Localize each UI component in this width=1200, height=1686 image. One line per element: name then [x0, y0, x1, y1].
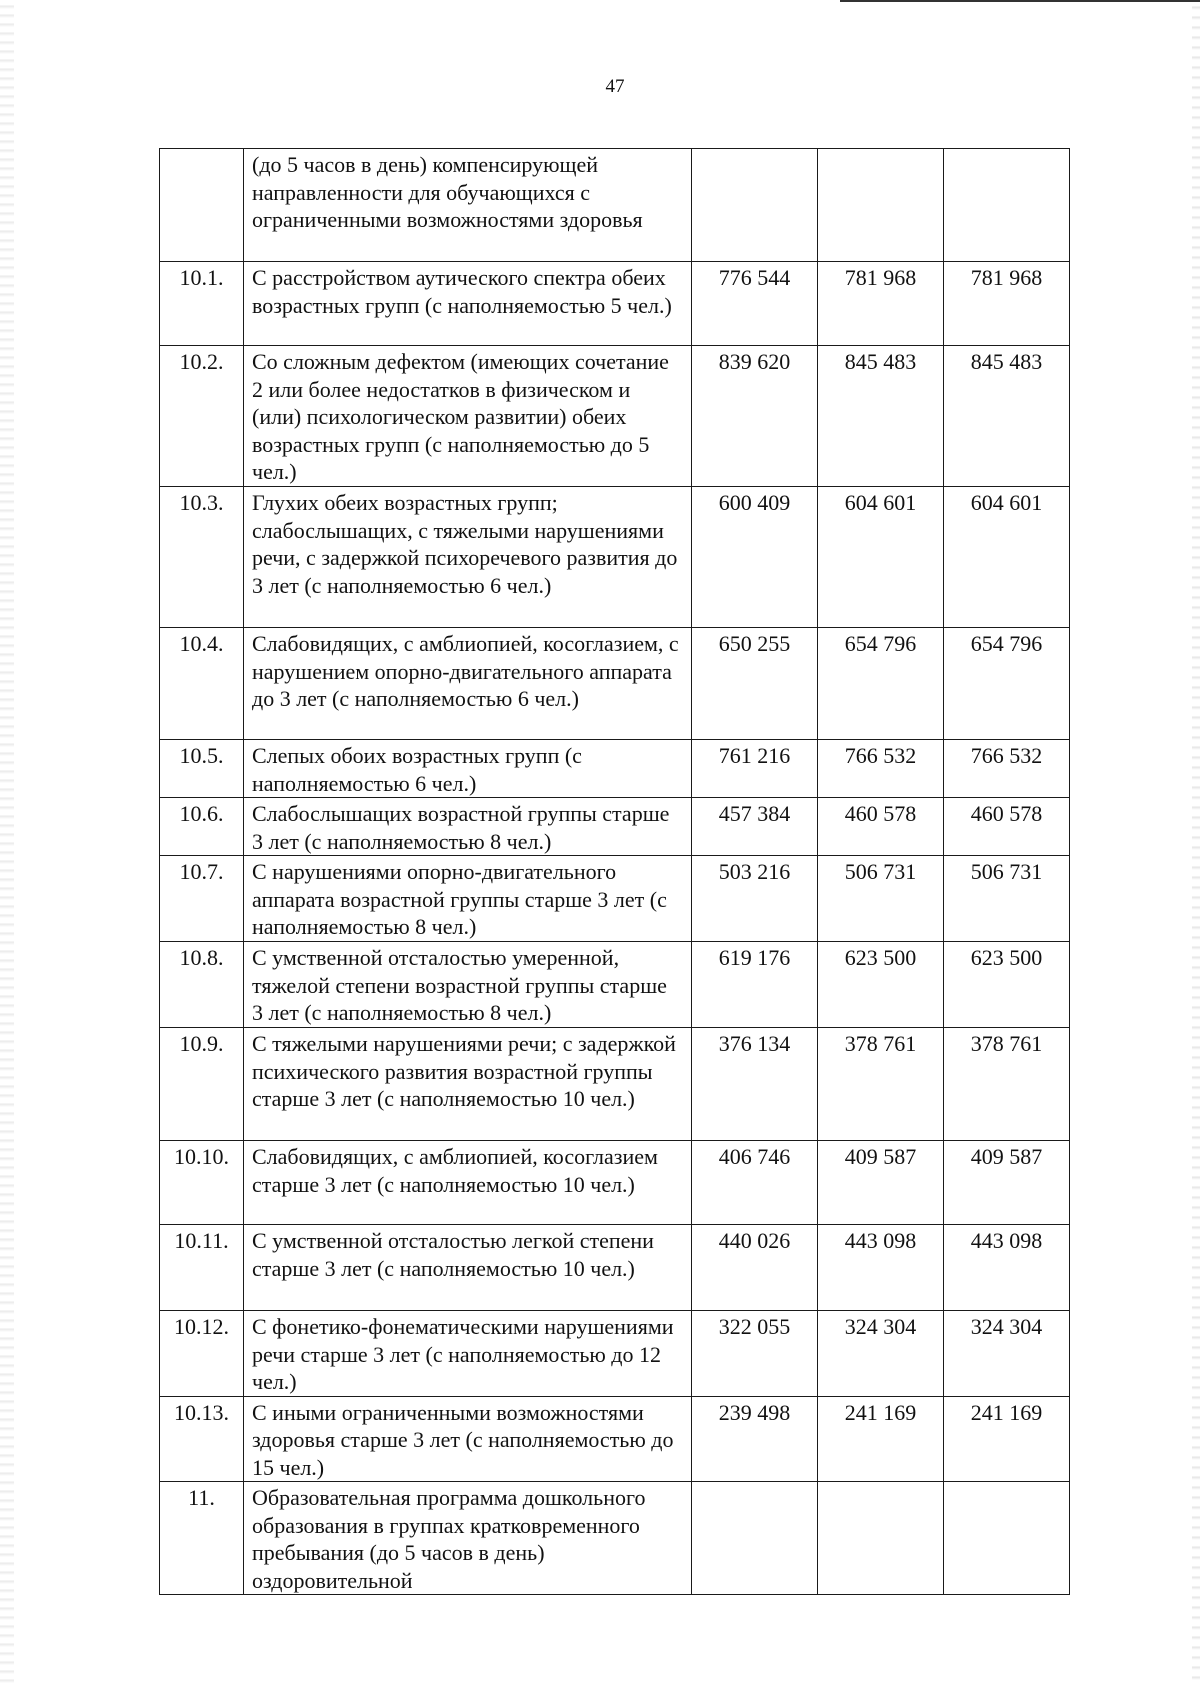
- row-value-1: 600 409: [692, 487, 818, 628]
- row-value-2: [818, 149, 944, 262]
- row-value-3: 766 532: [944, 740, 1070, 798]
- row-description: Со сложным дефектом (имеющих сочетание 2 или более недостатков в физическом и (или) психологическом развитии) обеих возрастных групп (с наполняемостью до 5 чел.): [244, 346, 692, 487]
- row-value-3: 241 169: [944, 1396, 1070, 1482]
- row-value-3: 443 098: [944, 1225, 1070, 1311]
- top-rule: [840, 0, 1200, 2]
- row-description: С фонетико-фонематическими нарушениями речи старше 3 лет (с наполняемостью до 12 чел.): [244, 1311, 692, 1397]
- row-value-2: 443 098: [818, 1225, 944, 1311]
- row-value-1: 376 134: [692, 1028, 818, 1141]
- row-number: 10.7.: [160, 856, 244, 942]
- table-row: [160, 149, 1070, 262]
- table-row: [160, 1141, 1070, 1225]
- row-value-3: [944, 1482, 1070, 1595]
- row-number: 10.1.: [160, 262, 244, 346]
- row-value-3: 781 968: [944, 262, 1070, 346]
- row-description: С тяжелыми нарушениями речи; с задержкой психического развития возрастной группы старше 3 лет (с наполняемостью 10 чел.): [244, 1028, 692, 1141]
- row-description: С иными ограниченными возможностями здоровья старше 3 лет (с наполняемостью до 15 чел.): [244, 1396, 692, 1482]
- row-value-3: 409 587: [944, 1141, 1070, 1225]
- row-value-2: 604 601: [818, 487, 944, 628]
- row-value-2: 241 169: [818, 1396, 944, 1482]
- row-value-1: 457 384: [692, 798, 818, 856]
- row-value-1: 406 746: [692, 1141, 818, 1225]
- table-row: [160, 262, 1070, 346]
- row-number: 10.5.: [160, 740, 244, 798]
- table-row: [160, 346, 1070, 487]
- row-description: С расстройством аутического спектра обеих возрастных групп (с наполняемостью 5 чел.): [244, 262, 692, 346]
- row-number: 10.3.: [160, 487, 244, 628]
- row-value-3: [944, 149, 1070, 262]
- row-value-2: 324 304: [818, 1311, 944, 1397]
- row-value-2: 378 761: [818, 1028, 944, 1141]
- row-description: С умственной отсталостью умеренной, тяжелой степени возрастной группы старше 3 лет (с наполняемостью 8 чел.): [244, 942, 692, 1028]
- row-value-1: 776 544: [692, 262, 818, 346]
- row-value-1: 619 176: [692, 942, 818, 1028]
- row-number: 10.10.: [160, 1141, 244, 1225]
- row-value-1: 440 026: [692, 1225, 818, 1311]
- row-value-2: 506 731: [818, 856, 944, 942]
- row-description: Слабовидящих, с амблиопией, косоглазием старше 3 лет (с наполняемостью 10 чел.): [244, 1141, 692, 1225]
- row-value-2: 409 587: [818, 1141, 944, 1225]
- table-row: [160, 1396, 1070, 1482]
- row-value-2: [818, 1482, 944, 1595]
- table-row: [160, 628, 1070, 740]
- row-number: [160, 149, 244, 262]
- row-value-2: 845 483: [818, 346, 944, 487]
- tariff-table: [159, 148, 1070, 1595]
- row-number: 10.11.: [160, 1225, 244, 1311]
- row-number: 10.8.: [160, 942, 244, 1028]
- table-row: [160, 487, 1070, 628]
- table-row: [160, 798, 1070, 856]
- row-number: 10.9.: [160, 1028, 244, 1141]
- row-value-3: 324 304: [944, 1311, 1070, 1397]
- table-row: [160, 1311, 1070, 1397]
- row-number: 11.: [160, 1482, 244, 1595]
- row-value-1: 839 620: [692, 346, 818, 487]
- row-value-1: 322 055: [692, 1311, 818, 1397]
- row-number: 10.13.: [160, 1396, 244, 1482]
- table-row: [160, 1028, 1070, 1141]
- table-row: [160, 740, 1070, 798]
- row-value-3: 623 500: [944, 942, 1070, 1028]
- row-number: 10.2.: [160, 346, 244, 487]
- row-value-3: 604 601: [944, 487, 1070, 628]
- row-value-1: 503 216: [692, 856, 818, 942]
- row-description: (до 5 часов в день) компенсирующей направленности для обучающихся с ограниченными возможностями здоровья: [244, 149, 692, 262]
- row-value-2: 654 796: [818, 628, 944, 740]
- row-value-2: 781 968: [818, 262, 944, 346]
- row-description: С нарушениями опорно-двигательного аппарата возрастной группы старше 3 лет (с наполняемостью 8 чел.): [244, 856, 692, 942]
- row-description: Слабовидящих, с амблиопией, косоглазием, с нарушением опорно-двигательного аппарата до 3 лет (с наполняемостью 6 чел.): [244, 628, 692, 740]
- row-value-3: 845 483: [944, 346, 1070, 487]
- row-value-3: 460 578: [944, 798, 1070, 856]
- row-value-1: 239 498: [692, 1396, 818, 1482]
- page-number: 47: [605, 76, 625, 97]
- row-value-1: [692, 1482, 818, 1595]
- table-row: [160, 1482, 1070, 1595]
- row-value-2: 623 500: [818, 942, 944, 1028]
- row-description: С умственной отсталостью легкой степени старше 3 лет (с наполняемостью 10 чел.): [244, 1225, 692, 1311]
- scan-edge-left: [0, 0, 14, 1686]
- row-description: Слабослышащих возрастной группы старше 3 лет (с наполняемостью 8 чел.): [244, 798, 692, 856]
- row-description: Глухих обеих возрастных групп; слабослышащих, с тяжелыми нарушениями речи, с задержкой психоречевого развития до 3 лет (с наполняемостью 6 чел.): [244, 487, 692, 628]
- table-row: [160, 1225, 1070, 1311]
- row-value-3: 654 796: [944, 628, 1070, 740]
- row-value-1: 650 255: [692, 628, 818, 740]
- scan-edge-right: [1192, 0, 1200, 1686]
- table-row: [160, 856, 1070, 942]
- row-value-1: 761 216: [692, 740, 818, 798]
- row-value-3: 506 731: [944, 856, 1070, 942]
- row-number: 10.6.: [160, 798, 244, 856]
- row-number: 10.12.: [160, 1311, 244, 1397]
- row-value-2: 460 578: [818, 798, 944, 856]
- row-description: Слепых обоих возрастных групп (с наполняемостью 6 чел.): [244, 740, 692, 798]
- row-value-3: 378 761: [944, 1028, 1070, 1141]
- row-value-1: [692, 149, 818, 262]
- row-description: Образовательная программа дошкольного образования в группах кратковременного пребывания (до 5 часов в день) оздоровительной: [244, 1482, 692, 1595]
- row-number: 10.4.: [160, 628, 244, 740]
- row-value-2: 766 532: [818, 740, 944, 798]
- table-row: [160, 942, 1070, 1028]
